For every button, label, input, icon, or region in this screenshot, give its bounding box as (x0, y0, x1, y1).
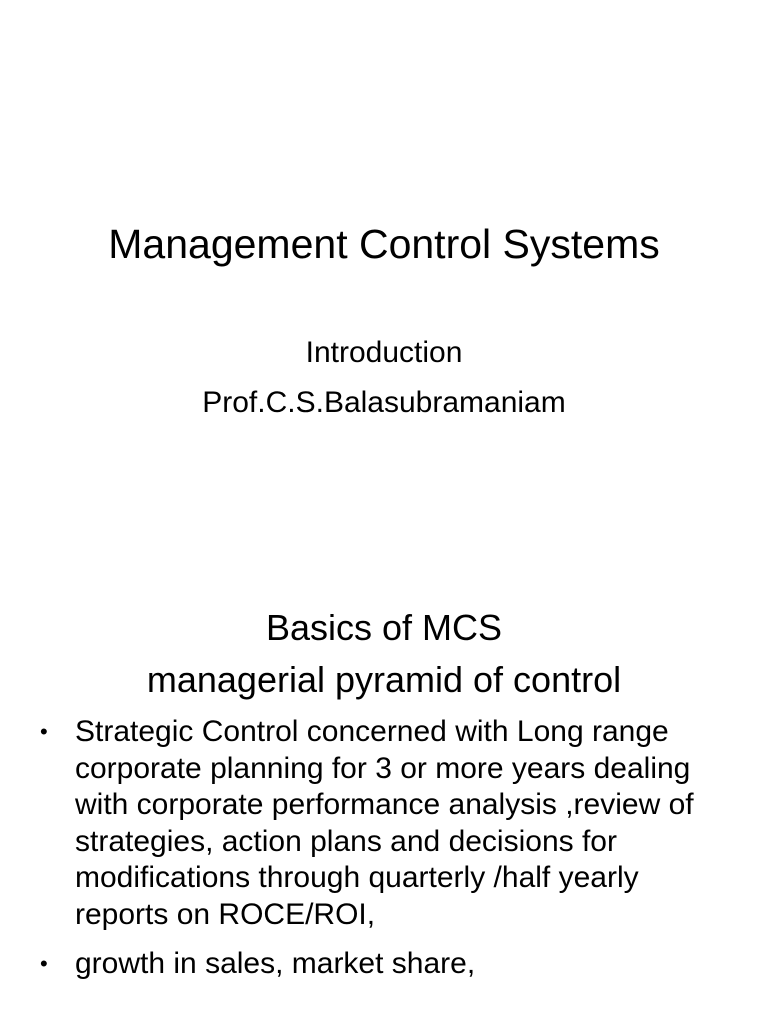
bullet-icon: • (40, 950, 48, 976)
bullet-text: Strategic Control concerned with Long range corporate planning for 3 or more years dealing with corporate performance analysis ,review of strategies, action plans and decisions for modifications through quarterly /half yearly reports on ROCE/ROI, (75, 715, 694, 931)
subtitle-introduction: Introduction (305, 336, 463, 369)
slide-heading-line1: Basics of MCS (265, 607, 503, 648)
bullet-list (40, 714, 740, 994)
list-item (40, 946, 740, 983)
slide-basics (0, 576, 768, 1024)
list-item (40, 714, 740, 934)
bullet-text: growth in sales, market share, (75, 946, 476, 980)
bullet-icon: • (40, 719, 48, 744)
subtitle-author: Prof.C.S.Balasubramaniam (202, 386, 566, 419)
slide-heading-line2: managerial pyramid of control (146, 659, 622, 700)
presentation-title: Management Control Systems (108, 221, 660, 267)
slide-heading (0, 602, 768, 706)
